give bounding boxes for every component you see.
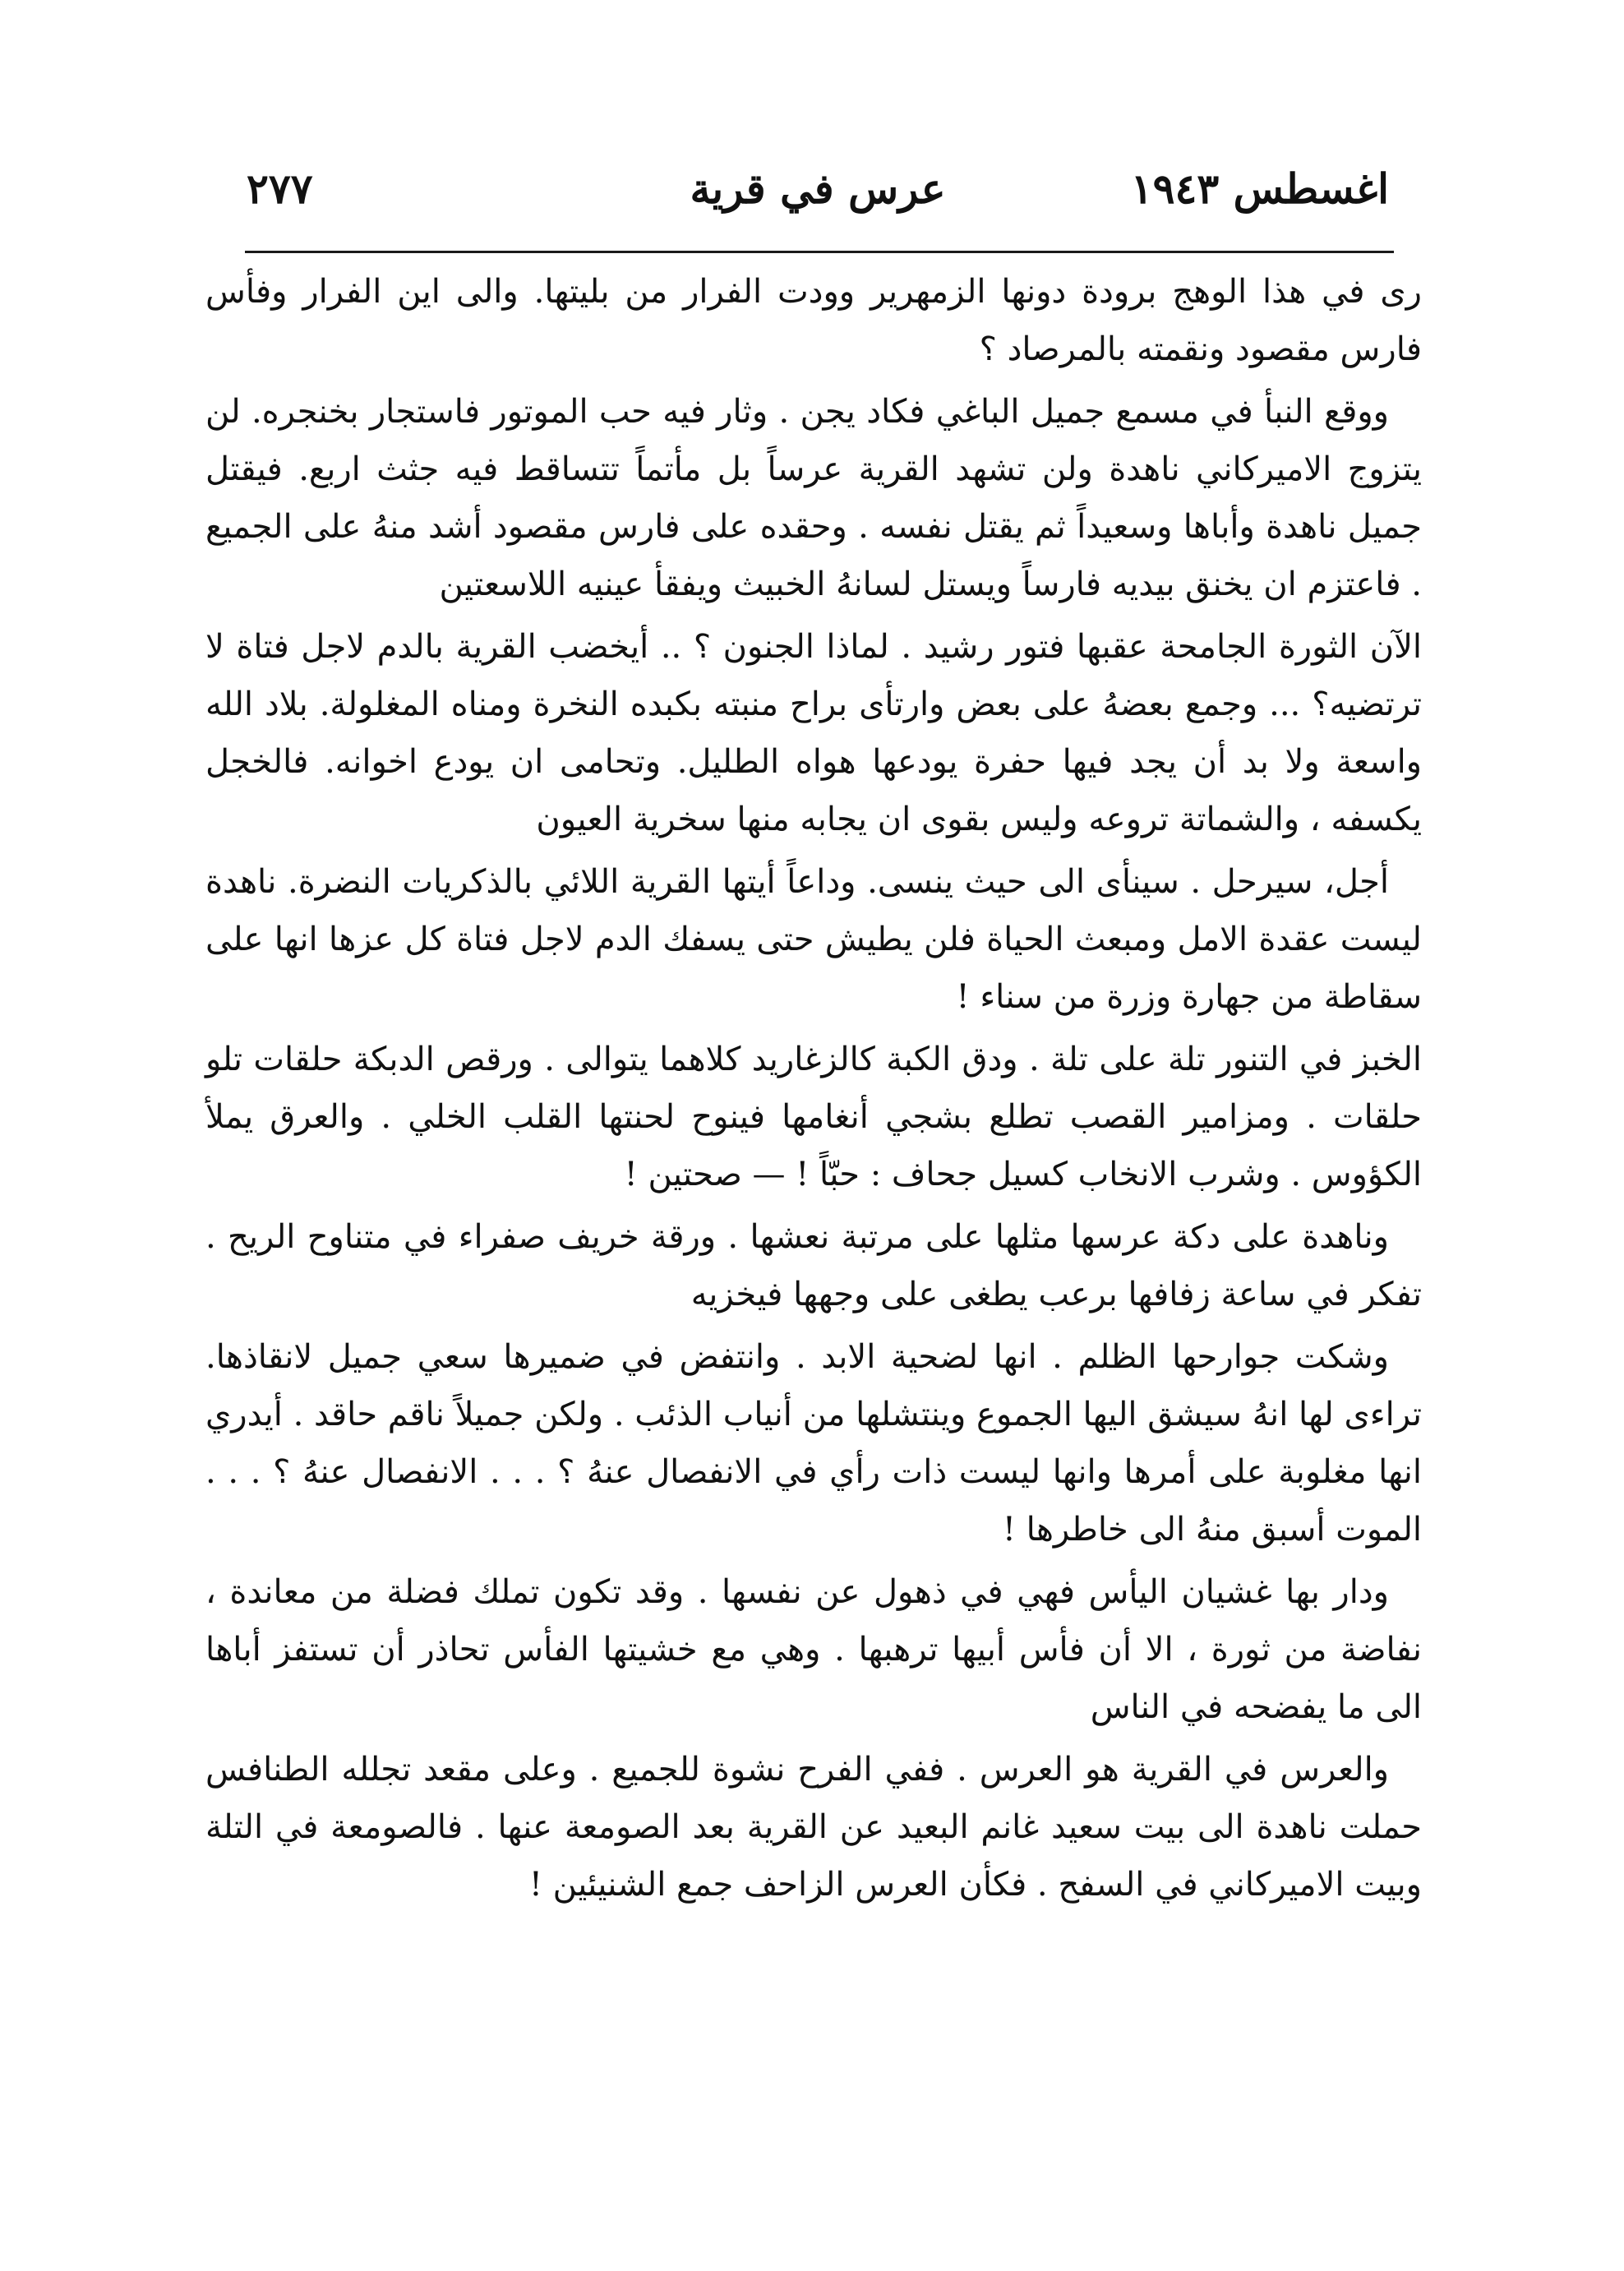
paragraph: ودار بها غشيان اليأس فهي في ذهول عن نفسها . وقد تكون تملك فضلة من معاندة ، نفاضة من ثورة ، الا أن فأس أبيها ترهبها . وهي مع خشيتها الفأس تحاذر أن تستفز أباها الى ما يفضحه في الناس <box>205 1573 1422 1726</box>
paragraph: وناهدة على دكة عرسها مثلها على مرتبة نعشها . ورقة خريف صفراء في متناوح الريح . تفكر في ساعة زفافها برعب يطغى على وجهها فيخزيه <box>205 1218 1422 1313</box>
paragraph: وشكت جوارحها الظلم . انها لضحية الابد . وانتفض في ضميرها سعي جميل لانقاذها. تراءى لها انهُ سيشق اليها الجموع وينتشلها من أنياب الذئب . ولكن جميلاً ناقم حاقد . أيدري انها مغلوبة على أمرها وانها ليست ذات رأي في الانفصال عنهُ ؟ . . . الانفصال عنهُ ؟ . . . الموت أسبق منهُ الى خاطرها ! <box>205 1338 1422 1549</box>
header-divider <box>245 251 1394 253</box>
header-title: عرس في قرية <box>690 164 946 213</box>
page-number: ٢٧٧ <box>247 164 313 213</box>
paragraph: ووقع النبأ في مسمع جميل الباغي فكاد يجن . وثار فيه حب الموتور فاستجار بخنجره. لن يتزوج الاميركاني ناهدة ولن تشهد القرية عرساً بل مأتماً تتساقط فيه جثث اربع. فيقتل جميل ناهدة وأباها وسعيداً ثم يقتل نفسه . وحقده على فارس مقصود أشد منهُ على الجميع . فاعتزم ان يخنق بيديه فارساً ويستل لسانهُ الخبيث ويفقأ عينيه اللاسعتين <box>205 393 1422 603</box>
paragraph: رى في هذا الوهج برودة دونها الزمهرير وودت الفرار من بليتها. والى اين الفرار وفأس فارس مقصود ونقمته بالمرصاد ؟ <box>205 273 1422 368</box>
paragraph: الآن الثورة الجامحة عقبها فتور رشيد . لماذا الجنون ؟ .. أيخضب القرية بالدم لاجل فتاة لا ترتضيه؟ ... وجمع بعضهُ على بعض وارتأى براح منبته بكبده النخرة ومناه المغلولة. بلاد الله واسعة ولا بد أن يجد فيها حفرة يودعها هواه الطليل. وتحامى ان يودع اخوانه. فالخجل يكسفه ، والشماتة تروعه وليس بقوى ان يجابه منها سخرية العيون <box>205 628 1422 838</box>
paragraph: الخبز في التنور تلة على تلة . ودق الكبة كالزغاريد كلاهما يتوالى . ورقص الدبكة حلقات تلو حلقات . ومزامير القصب تطلع بشجي أنغامها فينوح لحنتها القلب الخلي . والعرق يملأ الكؤوس . وشرب الانخاب كسيل جحاف : حبّاً ! — صحتين ! <box>205 1041 1422 1193</box>
article-body <box>205 263 1422 1918</box>
paragraph: أجل، سيرحل . سينأى الى حيث ينسى. وداعاً أيتها القرية اللائي بالذكريات النضرة. ناهدة ليست عقدة الامل ومبعث الحياة فلن يطيش حتى يسفك الدم لاجل فتاة كل عزها انها على سقاطة من جهارة وزرة من سناء ! <box>205 863 1422 1016</box>
paragraph: والعرس في القرية هو العرس . ففي الفرح نشوة للجميع . وعلى مقعد تجلله الطنافس حملت ناهدة الى بيت سعيد غانم البعيد عن القرية بعد الصومعة عنها . فالصومعة في التلة وبيت الاميركاني في السفح . فكأن العرس الزاحف جمع الشنيئين ! <box>205 1751 1422 1904</box>
running-header <box>247 156 1389 222</box>
header-date: اغسطس ١٩٤٣ <box>1130 164 1389 213</box>
